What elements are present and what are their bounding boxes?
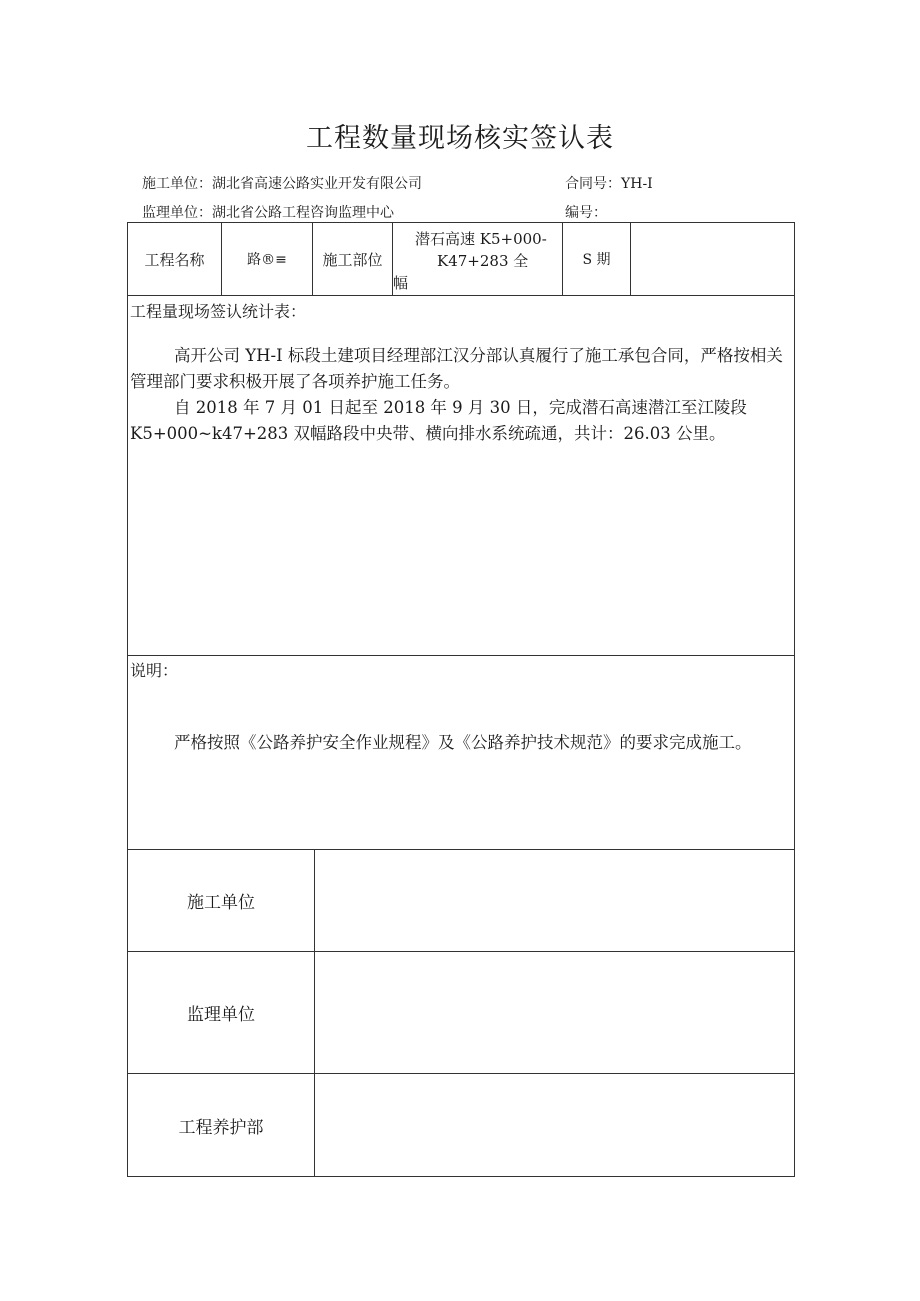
page-title: 工程数量现场核实签认表 <box>306 123 614 154</box>
location-line3: 幅 <box>393 274 409 292</box>
stats-paragraph-2-line-2: K5+000~k47+283 双幅路段中央带、横向排水系统疏通，共计：26.03 公里。 <box>130 424 726 443</box>
project-name-label: 工程名称 <box>144 250 205 269</box>
stats-paragraph-1: 高开公司 YH-I 标段土建项目经理部江汉分部认真履行了施工承包合同，严格按相关管理部门要求积极开展了各项养护施工任务。 <box>130 346 783 391</box>
period-label: S 期 <box>582 252 611 268</box>
serial-no-label: 编号： <box>565 205 607 221</box>
contractor-line <box>142 173 422 193</box>
notes-paragraph: 严格按照《公路养护安全作业规程》及《公路养护技术规范》的要求完成施工。 <box>174 733 752 752</box>
stats-paragraph-2-line-1: 自 2018 年 7 月 01 日起至 2018 年 9 月 30 日，完成潜石高速潜江至江陵段 <box>174 398 747 417</box>
location-value <box>393 228 562 294</box>
contract-no-line <box>565 173 653 193</box>
row-divider <box>127 655 795 656</box>
location-line1: 潜石高速 K5+000- <box>415 230 547 248</box>
signature-supervisor-label: 监理单位 <box>187 1005 255 1025</box>
project-name-value: 路®≡ <box>247 252 287 268</box>
signature-maintenance-box[interactable] <box>315 1074 794 1176</box>
serial-no-line <box>565 202 607 222</box>
signature-maintenance-label: 工程养护部 <box>178 1117 264 1138</box>
notes-heading: 说明： <box>130 661 179 680</box>
signature-contractor-label: 施工单位 <box>187 893 255 913</box>
supervisor-value: 湖北省公路工程咨询监理中心 <box>212 205 394 221</box>
period-value <box>631 223 794 295</box>
stats-heading: 工程量现场签认统计表： <box>130 302 307 321</box>
contractor-label: 施工单位： <box>142 176 212 192</box>
supervisor-line <box>142 202 394 222</box>
contractor-value: 湖北省高速公路实业开发有限公司 <box>212 176 422 192</box>
location-label: 施工部位 <box>322 250 383 269</box>
contract-no-value: YH-I <box>621 176 653 192</box>
signature-supervisor-box[interactable] <box>315 952 794 1073</box>
signature-contractor-box[interactable] <box>315 850 794 951</box>
contract-no-label: 合同号： <box>565 176 621 192</box>
row-divider <box>127 295 795 296</box>
supervisor-label: 监理单位： <box>142 205 212 221</box>
location-line2: K47+283 全 <box>437 252 529 270</box>
